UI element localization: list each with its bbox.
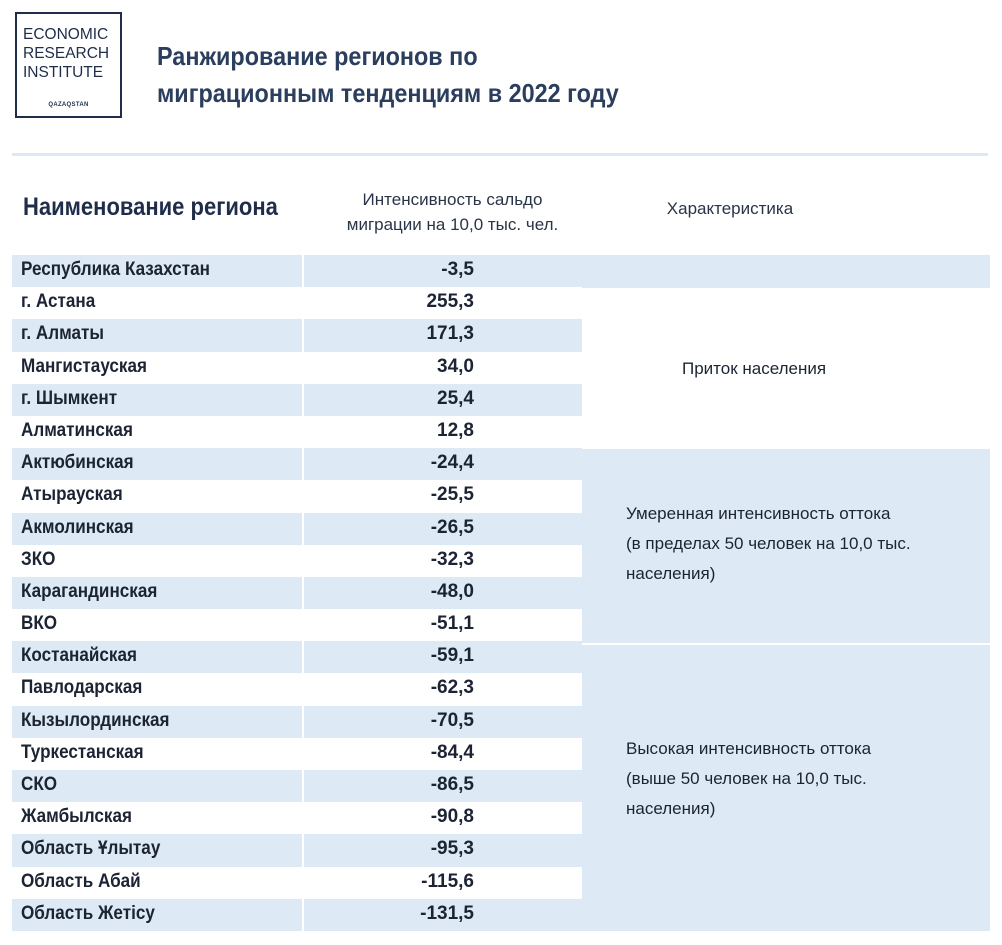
table-row <box>12 641 582 673</box>
group-label-moderate-line-1: Умеренная интенсивность оттока <box>626 504 891 523</box>
column-header-intensity-line-2: миграции на 10,0 тыс. чел. <box>346 215 559 234</box>
region-name: Туркестанская <box>21 741 144 763</box>
table-row <box>12 577 582 609</box>
region-name: Кызылординская <box>21 709 170 731</box>
header-divider <box>12 153 988 156</box>
region-table <box>12 255 582 931</box>
migration-value: -86,5 <box>430 774 474 795</box>
institute-logo <box>15 12 122 118</box>
group-label-high-line-2: (выше 50 человек на 10,0 тыс. <box>626 769 867 788</box>
column-header-intensity-line-1: Интенсивность сальдо <box>362 190 543 209</box>
logo-line-1: ECONOMIC <box>23 26 109 43</box>
migration-value: -70,5 <box>430 709 474 731</box>
region-name: Область Абай <box>21 870 141 892</box>
migration-value: 25,4 <box>437 387 474 409</box>
table-row <box>12 867 582 899</box>
title-line-2: миграционным тенденциям в 2022 году <box>157 78 619 108</box>
table-row <box>12 416 582 448</box>
table-row <box>12 384 582 416</box>
region-name: Мангистауская <box>21 355 147 377</box>
column-header-region: Наименование региона <box>23 193 278 221</box>
region-name: Атырауская <box>21 484 123 506</box>
migration-value: -90,8 <box>430 806 474 828</box>
region-name: г. Алматы <box>21 323 105 345</box>
region-name: ЗКО <box>21 548 56 570</box>
region-name: ВКО <box>21 613 58 635</box>
migration-value: -131,5 <box>420 902 474 924</box>
table-row <box>12 448 582 480</box>
region-name: Актюбинская <box>21 452 134 474</box>
migration-value: -24,4 <box>430 452 474 474</box>
migration-value: -32,3 <box>430 548 474 570</box>
group-label-moderate-line-3: населения) <box>626 564 716 583</box>
page-title <box>157 38 619 112</box>
group-cell-moderate-outflow <box>582 449 990 643</box>
table-row <box>12 770 582 802</box>
group-cell-national <box>582 255 990 288</box>
group-label-high-line-3: населения) <box>626 799 716 818</box>
region-name: г. Астана <box>21 291 96 313</box>
logo-line-2: RESEARCH <box>23 45 110 62</box>
column-header-intensity <box>320 187 585 237</box>
migration-value: -26,5 <box>430 516 474 538</box>
group-label-inflow: Приток населения <box>682 359 827 378</box>
table-row <box>12 545 582 577</box>
table-row <box>12 609 582 641</box>
region-name: Жамбылская <box>21 806 132 828</box>
table-row <box>12 255 582 287</box>
migration-value: -95,3 <box>430 838 474 860</box>
migration-value: -25,5 <box>430 484 474 506</box>
region-name: Область Жетісу <box>21 902 155 924</box>
region-name: Республика Казахстан <box>21 259 210 280</box>
migration-value: 255,3 <box>426 291 474 313</box>
title-line-1: Ранжирование регионов по <box>157 41 478 71</box>
region-name: Акмолинская <box>21 516 134 538</box>
migration-value: -59,1 <box>430 645 474 667</box>
table-row <box>12 706 582 738</box>
region-name: Алматинская <box>21 419 133 441</box>
region-name: г. Шымкент <box>21 387 118 409</box>
table-row <box>12 834 582 866</box>
column-header-characteristic: Характеристика <box>666 199 794 218</box>
region-name: Карагандинская <box>21 580 158 602</box>
table-row <box>12 352 582 384</box>
migration-value: -48,0 <box>430 580 474 602</box>
logo-line-3: INSTITUTE <box>23 64 104 81</box>
table-row <box>12 673 582 705</box>
migration-value: 12,8 <box>437 419 474 441</box>
group-cell-high-outflow <box>582 645 990 931</box>
migration-value: 34,0 <box>437 355 474 377</box>
migration-value: -84,4 <box>430 741 474 763</box>
group-cell-inflow <box>582 288 990 449</box>
table-row <box>12 319 582 351</box>
table-row <box>12 802 582 834</box>
migration-value: -3,5 <box>441 259 474 280</box>
region-name: Костанайская <box>21 645 137 667</box>
migration-value: 171,3 <box>426 323 474 345</box>
group-label-high-outflow <box>626 734 956 824</box>
group-label-high-line-1: Высокая интенсивность оттока <box>626 739 872 758</box>
table-row <box>12 480 582 512</box>
group-label-moderate-outflow <box>626 499 956 589</box>
logo-subtitle: QAZAQSTAN <box>48 102 89 108</box>
table-row <box>12 899 582 931</box>
migration-value: -115,6 <box>421 870 474 892</box>
region-name: СКО <box>21 774 58 795</box>
region-name: Область Ұлытау <box>21 838 161 860</box>
group-label-moderate-line-2: (в пределах 50 человек на 10,0 тыс. <box>626 534 911 553</box>
table-row <box>12 738 582 770</box>
region-name: Павлодарская <box>21 677 143 699</box>
table-row <box>12 287 582 319</box>
migration-value: -62,3 <box>430 677 474 699</box>
migration-value: -51,1 <box>430 613 474 635</box>
table-row <box>12 513 582 545</box>
